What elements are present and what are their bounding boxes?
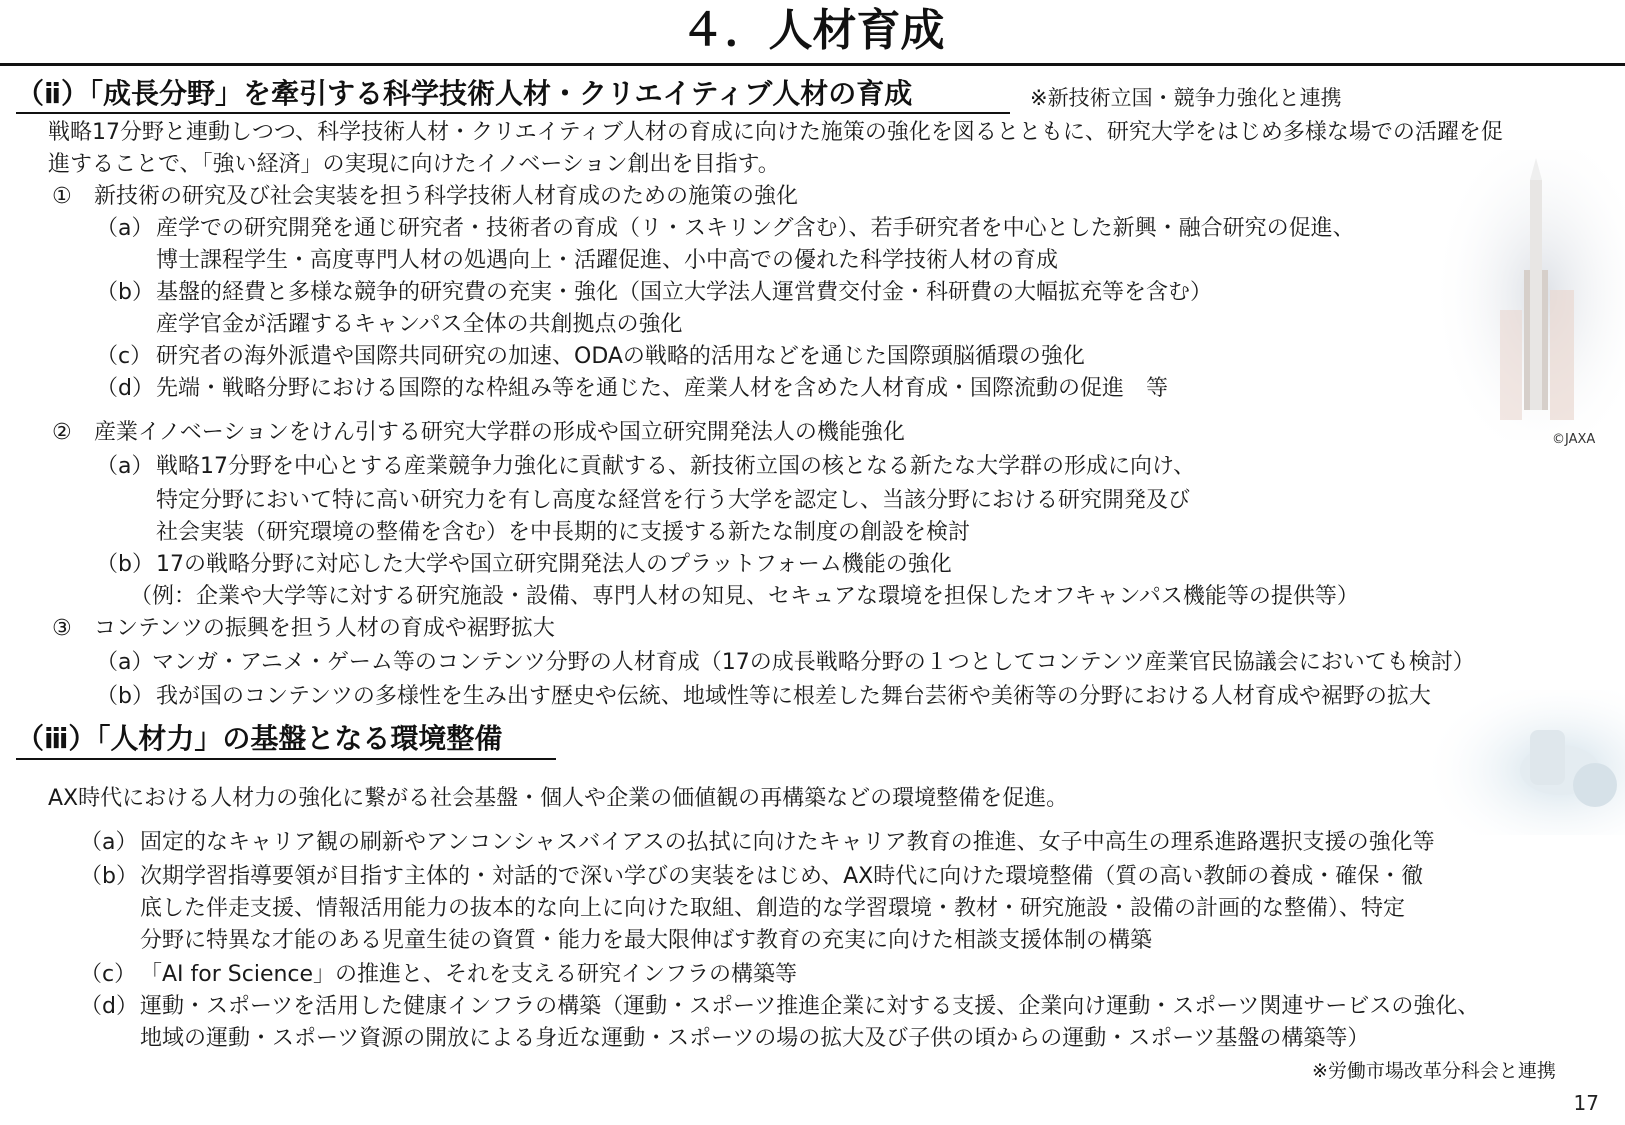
- sub-item-a: [96, 452, 1195, 482]
- item-3: [52, 614, 555, 644]
- sub-item-continuation: 分野に特異な才能のある児童生徒の資質・能力を最大限伸ばす教育の充実に向けた相談支援体制の構築: [140, 928, 1153, 953]
- page-title: ４．人材育成: [680, 5, 945, 56]
- sub-item-b: [96, 550, 952, 580]
- sub-item-c: [80, 960, 797, 990]
- sub-item-text: 固定的なキャリア観の刷新やアンコンシャスバイアスの払拭に向けたキャリア教育の推進、女子中高生の理系進路選択支援の強化等: [140, 830, 1435, 855]
- sub-item-label: （b）: [96, 280, 154, 305]
- sub-item-continuation: 特定分野において特に高い研究力を有し高度な経営を行う大学を認定し、当該分野における研究開発及び: [156, 488, 1191, 513]
- sub-item-text: 基盤的経費と多様な競争的研究費の充実・強化（国立大学法人運営費交付金・科研費の大幅拡充等を含む）: [156, 280, 1213, 305]
- sub-item-text: マンガ・アニメ・ゲーム等のコンテンツ分野の人材育成（17の成長戦略分野の１つとしてコンテンツ産業官民協議会においても検討）: [152, 650, 1475, 675]
- sub-item-d: [96, 374, 1168, 404]
- sub-item-continuation: 博士課程学生・高度専門人材の処遇向上・活躍促進、小中高での優れた科学技術人材の育成: [156, 248, 1059, 273]
- image-copyright: ©JAXA: [1552, 432, 1596, 447]
- sub-item-label: （a）: [96, 650, 154, 675]
- sub-item-text: 産学での研究開発を通じ研究者・技術者の育成（リ・スキリング含む）、若手研究者を中心とした新興・融合研究の促進、: [156, 216, 1355, 241]
- sub-item-continuation: 地域の運動・スポーツ資源の開放による身近な運動・スポーツの場の拡大及び子供の頃からの運動・スポーツ基盤の構築等）: [140, 1026, 1370, 1051]
- sub-item-b: [96, 682, 1431, 712]
- sub-item-a: [96, 648, 1475, 678]
- sub-item-label: （d）: [96, 376, 154, 401]
- sub-item-text: 運動・スポーツを活用した健康インフラの構築（運動・スポーツ推進企業に対する支援、企業向け運動・スポーツ関連サービスの強化、: [140, 994, 1480, 1019]
- item-text: 新技術の研究及び社会実装を担う科学技術人材育成のための施策の強化: [94, 184, 799, 209]
- item-marker: ①: [52, 184, 72, 209]
- sub-item-a: [80, 828, 1435, 858]
- sub-item-b: [96, 278, 1212, 308]
- sub-item-text: 我が国のコンテンツの多様性を生み出す歴史や伝統、地域性等に根差した舞台芸術や美術等の分野における人材育成や裾野の拡大: [156, 684, 1431, 709]
- item-marker: ②: [52, 420, 72, 445]
- sub-item-text: 先端・戦略分野における国際的な枠組み等を通じた、産業人材を含めた人材育成・国際流動の促進 等: [156, 376, 1169, 401]
- section-ii-heading: （ⅱ）「成長分野」を牽引する科学技術人材・クリエイティブ人材の育成: [16, 77, 913, 110]
- sub-item-text: 研究者の海外派遣や国際共同研究の加速、ODAの戦略的活用などを通じた国際頭脳循環の強化: [156, 344, 1085, 369]
- section-iii-underline: [16, 758, 556, 760]
- item-2: [52, 418, 905, 448]
- item-text: 産業イノベーションをけん引する研究大学群の形成や国立研究開発法人の機能強化: [94, 420, 905, 445]
- sub-item-label: （d）: [80, 994, 138, 1019]
- sub-item-continuation: 底した伴走支援、情報活用能力の抜本的な向上に向けた取組、創造的な学習環境・教材・研究施設・設備の計画的な整備）、特定: [140, 896, 1406, 921]
- section-ii-underline: [16, 112, 1010, 114]
- sub-item-text: 17の戦略分野に対応した大学や国立研究開発法人のプラットフォーム機能の強化: [156, 552, 952, 577]
- sub-item-label: （b）: [80, 864, 138, 889]
- sub-item-text: 戦略17分野を中心とする産業競争力強化に貢献する、新技術立国の核となる新たな大学群の形成に向け、: [156, 454, 1196, 479]
- sub-item-continuation: （例：企業や大学等に対する研究施設・設備、専門人材の知見、セキュアな環境を担保したオフキャンパス機能等の提供等）: [130, 584, 1359, 609]
- sub-item-label: （a）: [96, 216, 154, 241]
- item-text: コンテンツの振興を担う人材の育成や裾野拡大: [94, 616, 555, 641]
- section-iii-intro: AX時代における人材力の強化に繋がる社会基盤・個人や企業の価値観の再構築などの環境整備を促進。: [48, 786, 1069, 811]
- sub-item-label: （b）: [96, 684, 154, 709]
- sub-item-a: [96, 214, 1355, 244]
- sub-item-label: （a）: [96, 454, 154, 479]
- section-ii-intro-line: 進することで、「強い経済」の実現に向けたイノベーション創出を目指す。: [48, 152, 780, 177]
- section-iii-heading: （ⅲ）「人材力」の基盤となる環境整備: [16, 722, 503, 755]
- sub-item-c: [96, 342, 1085, 372]
- item-marker: ③: [52, 616, 72, 641]
- sub-item-text: 「AI for Science」の推進と、それを支える研究インフラの構築等: [140, 962, 798, 987]
- sub-item-continuation: 社会実装（研究環境の整備を含む）を中長期的に支援する新たな制度の創設を検討: [156, 520, 971, 545]
- page-number: 17: [1573, 1091, 1599, 1115]
- rocket-launch-image: [1440, 150, 1625, 440]
- sub-item-b: [80, 862, 1423, 892]
- sub-item-d: [80, 992, 1479, 1022]
- section-iii-note: ※労働市場改革分科会と連携: [1312, 1060, 1556, 1082]
- title-divider: [0, 63, 1625, 66]
- sub-item-label: （c）: [96, 344, 153, 369]
- sub-item-text: 次期学習指導要領が目指す主体的・対話的で深い学びの実装をはじめ、AX時代に向けた環境整備（質の高い教師の養成・確保・徹: [140, 864, 1424, 889]
- sub-item-label: （b）: [96, 552, 154, 577]
- laboratory-image: [1410, 690, 1625, 835]
- sub-item-label: （a）: [80, 830, 138, 855]
- sub-item-continuation: 産学官金が活躍するキャンパス全体の共創拠点の強化: [156, 312, 683, 337]
- item-1: [52, 182, 798, 212]
- sub-item-label: （c）: [80, 962, 137, 987]
- section-ii-note: ※新技術立国・競争力強化と連携: [1030, 86, 1342, 110]
- section-ii-intro-line: 戦略17分野と連動しつつ、科学技術人材・クリエイティブ人材の育成に向けた施策の強化を図るとともに、研究大学をはじめ多様な場での活躍を促: [48, 120, 1503, 145]
